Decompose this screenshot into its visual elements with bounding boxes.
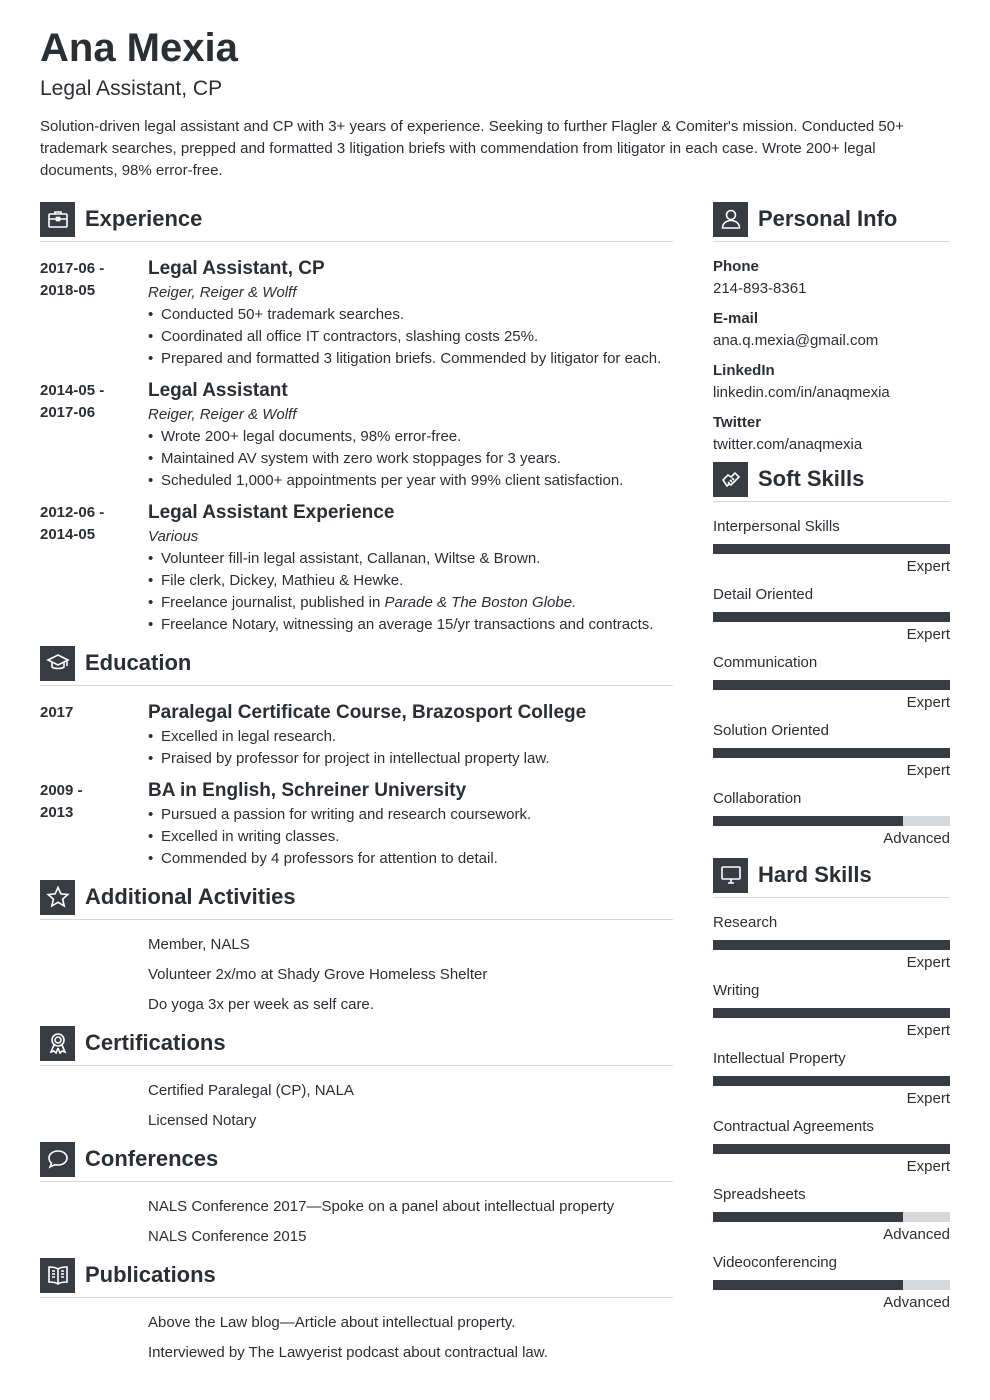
skill-name: Videoconferencing	[713, 1254, 837, 1271]
publications-header	[40, 1256, 673, 1298]
skill-level: Expert	[906, 1158, 950, 1175]
skill-bar-fill	[713, 1280, 903, 1290]
handshake-icon	[713, 462, 748, 497]
skill-bar-fill	[713, 748, 950, 758]
education-section	[40, 644, 673, 870]
skill-row	[713, 1048, 950, 1110]
skill-row	[713, 584, 950, 646]
entry-date: 2017-06 - 2018-05	[40, 260, 105, 299]
phone-value: 214-893-8361	[713, 280, 807, 297]
entry-org: Various	[148, 528, 199, 545]
skill-bar	[713, 680, 950, 690]
education-entry	[40, 700, 673, 770]
skill-bar-fill	[713, 680, 950, 690]
skill-row	[713, 652, 950, 714]
list-item: • Maintained AV system with zero work stoppages for 3 years.	[148, 448, 673, 470]
list-item: • Coordinated all office IT contractors, slashing costs 25%.	[148, 326, 673, 348]
entry-title: BA in English, Schreiner University	[148, 780, 467, 801]
skill-name: Detail Oriented	[713, 586, 814, 603]
publications-title: Publications	[85, 1262, 216, 1287]
skill-level: Advanced	[883, 1226, 950, 1243]
award-icon	[40, 1026, 75, 1061]
skill-bar-fill	[713, 1076, 950, 1086]
left-column	[40, 200, 673, 1372]
list-item: • Conducted 50+ trademark searches.	[148, 304, 673, 326]
entry-title: Legal Assistant	[148, 380, 288, 401]
list-item: • Excelled in writing classes.	[148, 826, 673, 848]
activities-header	[40, 878, 673, 920]
skill-name: Research	[713, 914, 778, 931]
list-item: • Volunteer fill-in legal assistant, Callanan, Wiltse & Brown.	[148, 548, 673, 570]
list-item: • Scheduled 1,000+ appointments per year with 99% client satisfaction.	[148, 470, 673, 492]
skill-name: Interpersonal Skills	[713, 518, 840, 535]
entry-date: 2009 - 2013	[40, 782, 83, 821]
skill-level: Expert	[906, 558, 950, 575]
list-item: NALS Conference 2017—Spoke on a panel about intellectual property	[148, 1198, 615, 1215]
skill-level: Expert	[906, 694, 950, 711]
entry-title: Paralegal Certificate Course, Brazosport College	[148, 702, 587, 723]
speech-bubble-icon	[40, 1142, 75, 1177]
list-item: • Excelled in legal research.	[148, 726, 673, 748]
skill-row	[713, 1252, 950, 1314]
list-item: NALS Conference 2015	[148, 1228, 307, 1245]
experience-entry	[40, 500, 673, 636]
personal-info-title: Personal Info	[758, 206, 898, 231]
entry-org: Reiger, Reiger & Wolff	[148, 284, 297, 301]
skill-level: Advanced	[883, 1294, 950, 1311]
skill-bar-fill	[713, 1008, 950, 1018]
activities-title: Additional Activities	[85, 884, 296, 909]
email-label: E-mail	[713, 310, 759, 327]
list-item: • Freelance journalist, published in Parade & The Boston Globe.	[148, 592, 673, 614]
personal-info-header	[713, 200, 950, 242]
skill-level: Expert	[906, 1022, 950, 1039]
skill-row	[713, 980, 950, 1042]
conferences-header	[40, 1140, 673, 1182]
experience-entry	[40, 256, 673, 370]
skill-row	[713, 788, 950, 850]
soft-skills-title: Soft Skills	[758, 466, 865, 491]
email-value: ana.q.mexia@gmail.com	[713, 332, 879, 349]
list-item: • Prepared and formatted 3 litigation briefs. Commended by litigator for each.	[148, 348, 673, 370]
entry-date: 2012-06 - 2014-05	[40, 504, 105, 543]
skill-bar	[713, 612, 950, 622]
linkedin-label: LinkedIn	[713, 362, 775, 379]
twitter-value: twitter.com/anaqmexia	[713, 436, 863, 453]
skill-bar	[713, 1008, 950, 1018]
skill-name: Solution Oriented	[713, 722, 829, 739]
publications-section	[40, 1256, 673, 1364]
list-item: • Pursued a passion for writing and research coursework.	[148, 804, 673, 826]
entry-date: 2014-05 - 2017-06	[40, 382, 105, 421]
conferences-title: Conferences	[85, 1146, 219, 1171]
experience-section	[40, 200, 673, 636]
twitter-label: Twitter	[713, 414, 762, 431]
skill-name: Intellectual Property	[713, 1050, 846, 1067]
skill-bar-fill	[713, 612, 950, 622]
soft-skills-section	[713, 460, 950, 850]
book-icon	[40, 1258, 75, 1293]
education-title: Education	[85, 650, 192, 675]
skill-row	[713, 1184, 950, 1246]
skill-row	[713, 516, 950, 578]
hard-skills-header	[713, 856, 950, 898]
skill-name: Spreadsheets	[713, 1186, 806, 1203]
education-entry	[40, 778, 673, 870]
soft-skills-header	[713, 460, 950, 502]
skill-row	[713, 912, 950, 974]
skill-bar	[713, 940, 950, 950]
certifications-header	[40, 1024, 673, 1066]
person-icon	[713, 202, 748, 237]
hard-skills-title: Hard Skills	[758, 862, 872, 887]
personal-info-section	[713, 200, 950, 456]
list-item: • File clerk, Dickey, Mathieu & Hewke.	[148, 570, 673, 592]
entry-org: Reiger, Reiger & Wolff	[148, 406, 297, 423]
skill-level: Expert	[906, 954, 950, 971]
skill-level: Expert	[906, 626, 950, 643]
skill-bar-fill	[713, 940, 950, 950]
graduation-cap-icon	[40, 646, 75, 681]
skill-level: Advanced	[883, 830, 950, 847]
entry-title: Legal Assistant, CP	[148, 258, 325, 279]
list-item: • Wrote 200+ legal documents, 98% error-free.	[148, 426, 673, 448]
conferences-section	[40, 1140, 673, 1248]
list-item: • Commended by 4 professors for attention to detail.	[148, 848, 673, 870]
star-icon	[40, 880, 75, 915]
list-item: • Praised by professor for project in intellectual property law.	[148, 748, 673, 770]
skill-bar	[713, 1212, 950, 1222]
experience-entry	[40, 378, 673, 492]
skill-row	[713, 1116, 950, 1178]
hard-skills-section	[713, 856, 950, 1314]
education-header	[40, 644, 673, 686]
briefcase-icon	[40, 202, 75, 237]
list-item: Member, NALS	[148, 936, 250, 953]
phone-label: Phone	[713, 258, 759, 275]
list-item: Above the Law blog—Article about intellectual property.	[148, 1314, 516, 1331]
entry-date: 2017	[40, 704, 74, 721]
certifications-title: Certifications	[85, 1030, 226, 1055]
skill-bar-fill	[713, 1144, 950, 1154]
skill-level: Expert	[906, 762, 950, 779]
skill-bar-fill	[713, 816, 903, 826]
skill-bar-fill	[713, 544, 950, 554]
skill-bar	[713, 544, 950, 554]
monitor-icon	[713, 858, 748, 893]
list-item: Certified Paralegal (CP), NALA	[148, 1082, 354, 1099]
skill-bar	[713, 816, 950, 826]
right-column	[713, 200, 950, 1320]
certifications-section	[40, 1024, 673, 1132]
skill-bar	[713, 1076, 950, 1086]
list-item: Interviewed by The Lawyerist podcast about contractual law.	[148, 1344, 548, 1361]
linkedin-value: linkedin.com/in/anaqmexia	[713, 384, 890, 401]
skill-bar-fill	[713, 1212, 903, 1222]
list-item: Licensed Notary	[148, 1112, 257, 1129]
entry-title: Legal Assistant Experience	[148, 502, 395, 523]
experience-header	[40, 200, 673, 242]
candidate-name: Ana Mexia	[40, 26, 238, 70]
list-item: Volunteer 2x/mo at Shady Grove Homeless Shelter	[148, 966, 488, 983]
skill-bar	[713, 1280, 950, 1290]
skill-name: Writing	[713, 982, 760, 999]
skill-row	[713, 720, 950, 782]
skill-name: Contractual Agreements	[713, 1118, 874, 1135]
list-item: • Freelance Notary, witnessing an average 15/yr transactions and contracts.	[148, 614, 673, 636]
summary: Solution-driven legal assistant and CP with 3+ years of experience. Seeking to further Flagler & Comiter's mission. Conducted 50+ trademark searches, prepped and formatted 3 litigation briefs with commendation from litigator in each case. Wrote 200+ legal documents, 98% error-free.	[40, 118, 904, 179]
candidate-role: Legal Assistant, CP	[40, 77, 223, 100]
skill-bar	[713, 1144, 950, 1154]
experience-title: Experience	[85, 206, 203, 231]
skill-name: Collaboration	[713, 790, 802, 807]
list-item: Do yoga 3x per week as self care.	[148, 996, 374, 1013]
skill-bar	[713, 748, 950, 758]
activities-section	[40, 878, 673, 1016]
skill-level: Expert	[906, 1090, 950, 1107]
skill-name: Communication	[713, 654, 818, 671]
